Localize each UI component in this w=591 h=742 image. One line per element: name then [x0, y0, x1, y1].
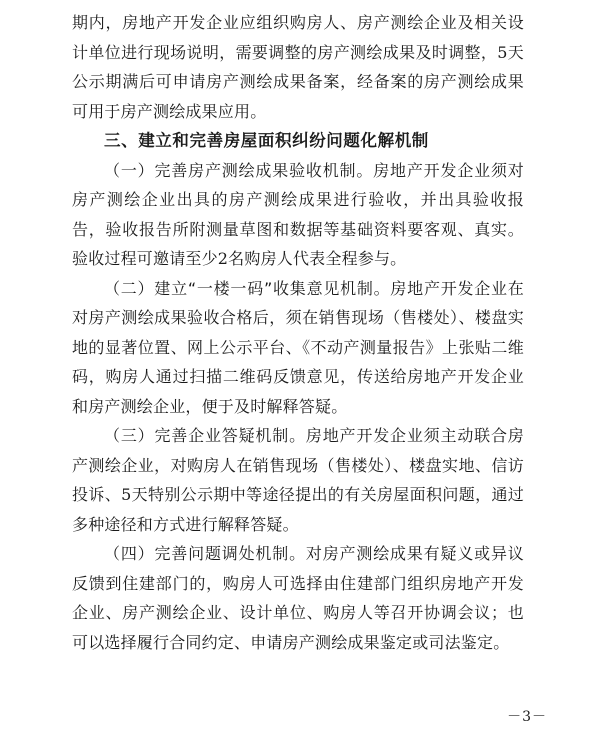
item-1-lead: （一）完善房产测绘成果验收机制。	[104, 160, 374, 180]
paragraph-item-4	[72, 539, 524, 657]
section-heading: 三、建立和完善房屋面积纠纷问题化解机制	[104, 131, 429, 150]
item-1-body: 房地产开发企业须对房产测绘企业出具的房产测绘成果进行验收，并出具验收报告，验收报告所附测量草图和数据等基础资料要客观、真实。验收过程可邀请至少2名购房人代表全程参与。	[72, 160, 524, 268]
continuation-paragraph: 期内，房地产开发企业应组织购房人、房产测绘企业及相关设计单位进行现场说明，需要调整的房产测绘成果及时调整，5天公示期满后可申请房产测绘成果备案，经备案的房产测绘成果可用于房产测绘成果应用。	[72, 13, 524, 121]
item-3-lead: （三）完善企业答疑机制。	[104, 426, 306, 445]
page-number: －3－	[507, 709, 547, 725]
item-2-lead: （二）建立“一楼一码”收集意见机制。	[104, 278, 391, 298]
item-4-lead: （四）完善问题调处机制。	[104, 544, 306, 563]
item-4-body: 对房产测绘成果有疑义或异议反馈到住建部门的，购房人可选择由住建部门组织房地产开发企业、房产测绘企业、设计单位、购房人等召开协调会议；也可以选择履行合同约定、申请房产测绘成果鉴定或司法鉴定。	[72, 544, 524, 652]
document-body	[72, 8, 524, 657]
paragraph-item-3	[72, 421, 524, 539]
item-2-body: 房地产开发企业在对房产测绘成果验收合格后，须在销售现场（售楼处）、楼盘实地的显著位置、网上公示平台、《不动产测量报告》上张贴二维码，购房人通过扫描二维码反馈意见，传送给房地产开发企业和房产测绘企业，便于及时解释答疑。	[72, 278, 524, 416]
item-3-body: 房地产开发企业须主动联合房产测绘企业，对购房人在销售现场（售楼处）、楼盘实地、信访投诉、5天特别公示期中等途径提出的有关房屋面积问题，通过多种途径和方式进行解释答疑。	[72, 426, 524, 534]
paragraph-item-1	[72, 156, 524, 274]
paragraph-item-2	[72, 274, 524, 422]
